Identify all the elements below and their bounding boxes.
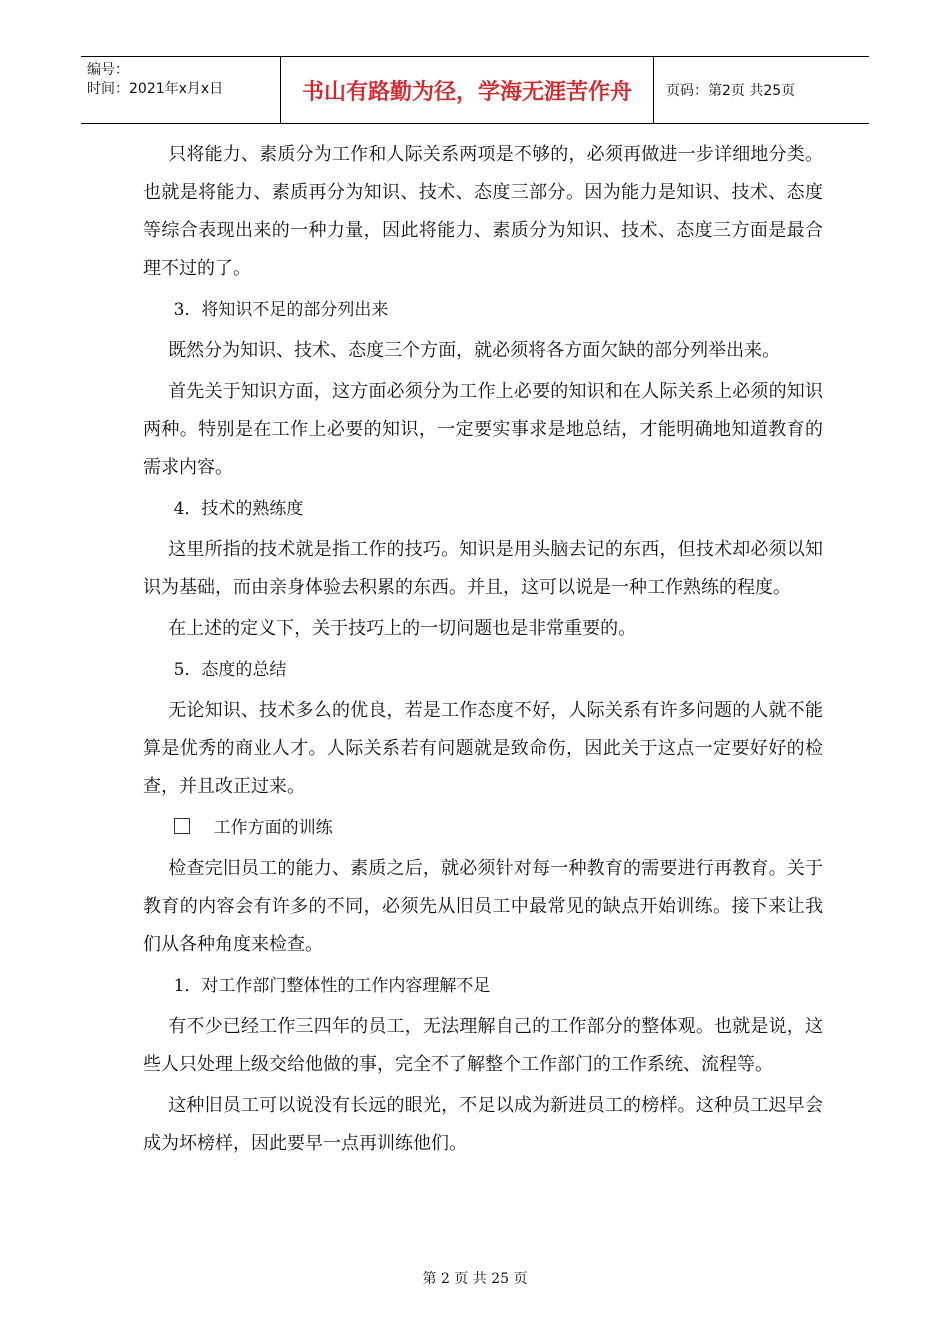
paragraph: 检查完旧员工的能力、素质之后，就必须针对每一种教育的需要进行再教育。关于教育的内容会有许多的不同，必须先从旧员工中最常见的缺点开始训练。接下来让我们从各种角度来检查。 <box>143 858 823 955</box>
document-code-label: 编号： <box>87 62 129 78</box>
page-header <box>81 56 869 124</box>
paragraph: 只将能力、素质分为工作和人际关系两项是不够的，必须再做进一步详细地分类。也就是将能力、素质再分为知识、技术、态度三部分。因为能力是知识、技术、态度等综合表现出来的一种力量，因此将能力、素质分为知识、技术、态度三方面是最合理不过的了。 <box>143 144 823 279</box>
heading-1: 1．对工作部门整体性的工作内容理解不足 <box>173 976 491 996</box>
paragraph: 这里所指的技术就是指工作的技巧。知识是用头脑去记的东西，但技术却必须以知识为基础，而由亲身体验去积累的东西。并且，这可以说是一种工作熟练的程度。 <box>143 539 823 598</box>
checkbox-square-icon <box>174 818 190 834</box>
heading-4: 4．技术的熟练度 <box>173 499 304 519</box>
heading-3: 3．将知识不足的部分列出来 <box>173 300 389 320</box>
paragraph: 首先关于知识方面，这方面必须分为工作上必要的知识和在人际关系上必须的知识两种。特别是在工作上必要的知识，一定要实事求是地总结，才能明确地知道教育的需求内容。 <box>143 381 823 478</box>
header-meta <box>81 57 281 123</box>
section-heading <box>143 809 823 847</box>
paragraph: 在上述的定义下，关于技巧上的一切问题也是非常重要的。 <box>168 618 637 639</box>
page-footer: 第 2 页 共 25 页 <box>422 1271 528 1287</box>
document-time: 时间：2021年x月x日 <box>87 81 224 97</box>
paragraph: 无论知识、技术多么的优良，若是工作态度不好，人际关系有许多问题的人就不能算是优秀的商业人才。人际关系若有问题就是致命伤，因此关于这点一定要好好的检查，并且改正过来。 <box>143 700 823 797</box>
header-motto: 书山有路勤为径，学海无涯苦作舟 <box>281 57 654 123</box>
paragraph: 有不少已经工作三四年的员工，无法理解自己的工作部分的整体观。也就是说，这些人只处理上级交给他做的事，完全不了解整个工作部门的工作系统、流程等。 <box>143 1016 823 1075</box>
paragraph: 既然分为知识、技术、态度三个方面，就必须将各方面欠缺的部分列举出来。 <box>168 340 781 361</box>
paragraph: 这种旧员工可以说没有长远的眼光，不足以成为新进员工的榜样。这种员工迟早会成为坏榜样，因此要早一点再训练他们。 <box>143 1095 823 1154</box>
document-body <box>143 136 823 1166</box>
heading-5: 5．态度的总结 <box>173 660 287 680</box>
section-title: 工作方面的训练 <box>213 818 333 838</box>
header-page-info: 页码：第2页 共25页 <box>666 83 796 99</box>
